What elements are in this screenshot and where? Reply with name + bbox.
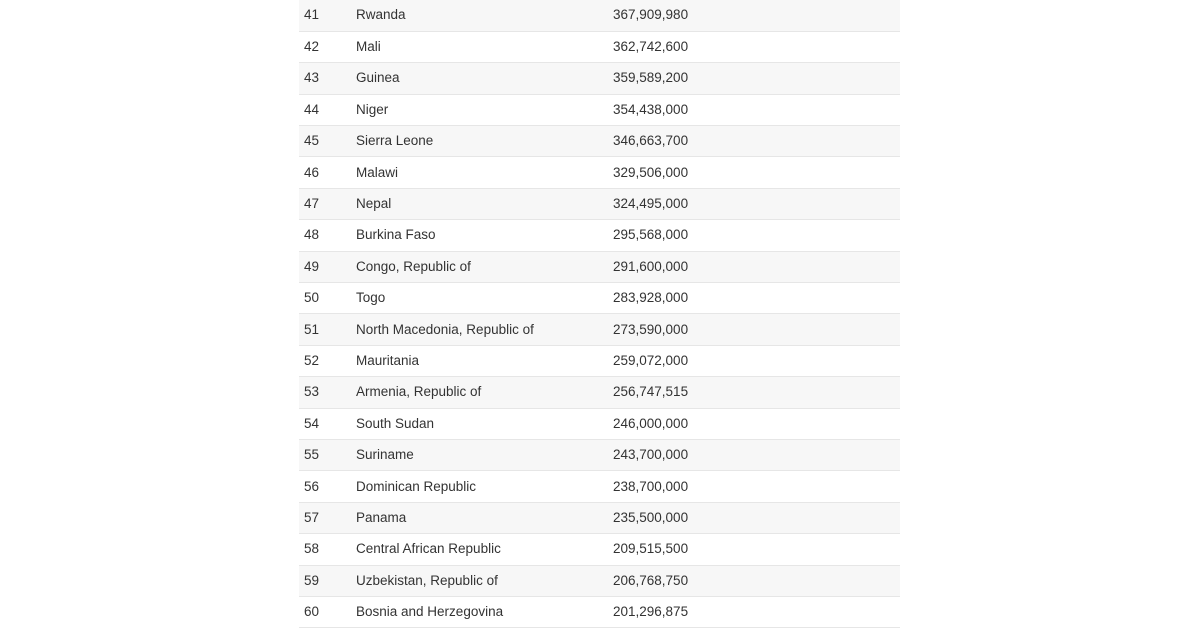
country-cell: Armenia, Republic of — [356, 384, 482, 400]
value-cell: 329,506,000 — [613, 164, 689, 180]
country-cell: Burkina Faso — [356, 227, 436, 243]
table-row — [299, 502, 900, 533]
country-cell: Togo — [356, 290, 386, 306]
country-cell: Bosnia and Herzegovina — [356, 604, 504, 620]
rank-cell: 50 — [304, 290, 320, 306]
rank-cell: 44 — [304, 101, 320, 117]
table-row — [299, 31, 900, 62]
value-cell: 238,700,000 — [613, 478, 689, 494]
table-row — [299, 471, 900, 502]
table-row — [299, 94, 900, 125]
rank-cell: 55 — [304, 447, 320, 463]
value-cell: 206,768,750 — [613, 572, 689, 588]
table-row — [299, 439, 900, 470]
rank-cell: 58 — [304, 541, 320, 557]
table-row — [299, 377, 900, 408]
value-cell: 291,600,000 — [613, 258, 689, 274]
rank-cell: 48 — [304, 227, 320, 243]
value-cell: 354,438,000 — [613, 101, 689, 117]
value-cell: 273,590,000 — [613, 321, 689, 337]
rank-cell: 46 — [304, 164, 320, 180]
country-cell: Panama — [356, 509, 407, 525]
rank-cell: 47 — [304, 196, 320, 212]
data-table-container — [299, 0, 900, 628]
country-cell: Nepal — [356, 196, 392, 212]
table-row — [299, 565, 900, 596]
rank-cell: 59 — [304, 572, 320, 588]
rank-cell: 54 — [304, 415, 320, 431]
table-row — [299, 188, 900, 219]
data-table — [299, 0, 900, 628]
country-cell: Mali — [356, 39, 381, 55]
table-row — [299, 314, 900, 345]
country-cell: Guinea — [356, 70, 400, 86]
value-cell: 359,589,200 — [613, 70, 689, 86]
country-cell: South Sudan — [356, 415, 435, 431]
table-row — [299, 157, 900, 188]
table-row — [299, 408, 900, 439]
value-cell: 295,568,000 — [613, 227, 689, 243]
value-cell: 243,700,000 — [613, 447, 689, 463]
rank-cell: 57 — [304, 509, 320, 525]
table-row — [299, 251, 900, 282]
value-cell: 362,742,600 — [613, 39, 689, 55]
rank-cell: 56 — [304, 478, 320, 494]
rank-cell: 49 — [304, 258, 320, 274]
country-cell: Sierra Leone — [356, 133, 434, 149]
country-cell: Niger — [356, 101, 389, 117]
table-row — [299, 0, 900, 31]
value-cell: 259,072,000 — [613, 352, 689, 368]
rank-cell: 42 — [304, 39, 320, 55]
value-cell: 246,000,000 — [613, 415, 689, 431]
country-cell: Rwanda — [356, 7, 406, 23]
value-cell: 201,296,875 — [613, 604, 689, 620]
value-cell: 235,500,000 — [613, 509, 689, 525]
value-cell: 346,663,700 — [613, 133, 689, 149]
table-row — [299, 63, 900, 94]
rank-cell: 51 — [304, 321, 320, 337]
country-cell: North Macedonia, Republic of — [356, 321, 534, 337]
country-cell: Dominican Republic — [356, 478, 477, 494]
country-cell: Malawi — [356, 164, 399, 180]
table-row — [299, 126, 900, 157]
value-cell: 209,515,500 — [613, 541, 689, 557]
rank-cell: 60 — [304, 604, 320, 620]
value-cell: 324,495,000 — [613, 196, 689, 212]
rank-cell: 45 — [304, 133, 320, 149]
table-row — [299, 283, 900, 314]
value-cell: 367,909,980 — [613, 7, 689, 23]
value-cell: 283,928,000 — [613, 290, 689, 306]
rank-cell: 53 — [304, 384, 320, 400]
country-cell: Mauritania — [356, 352, 420, 368]
country-cell: Central African Republic — [356, 541, 501, 557]
table-row — [299, 596, 900, 627]
country-cell: Suriname — [356, 447, 414, 463]
country-cell: Congo, Republic of — [356, 258, 471, 274]
rank-cell: 43 — [304, 70, 320, 86]
country-cell: Uzbekistan, Republic of — [356, 572, 498, 588]
rank-cell: 52 — [304, 352, 320, 368]
table-row — [299, 345, 900, 376]
rank-cell: 41 — [304, 7, 320, 23]
value-cell: 256,747,515 — [613, 384, 689, 400]
table-row — [299, 534, 900, 565]
table-row — [299, 220, 900, 251]
table-body — [299, 0, 900, 628]
